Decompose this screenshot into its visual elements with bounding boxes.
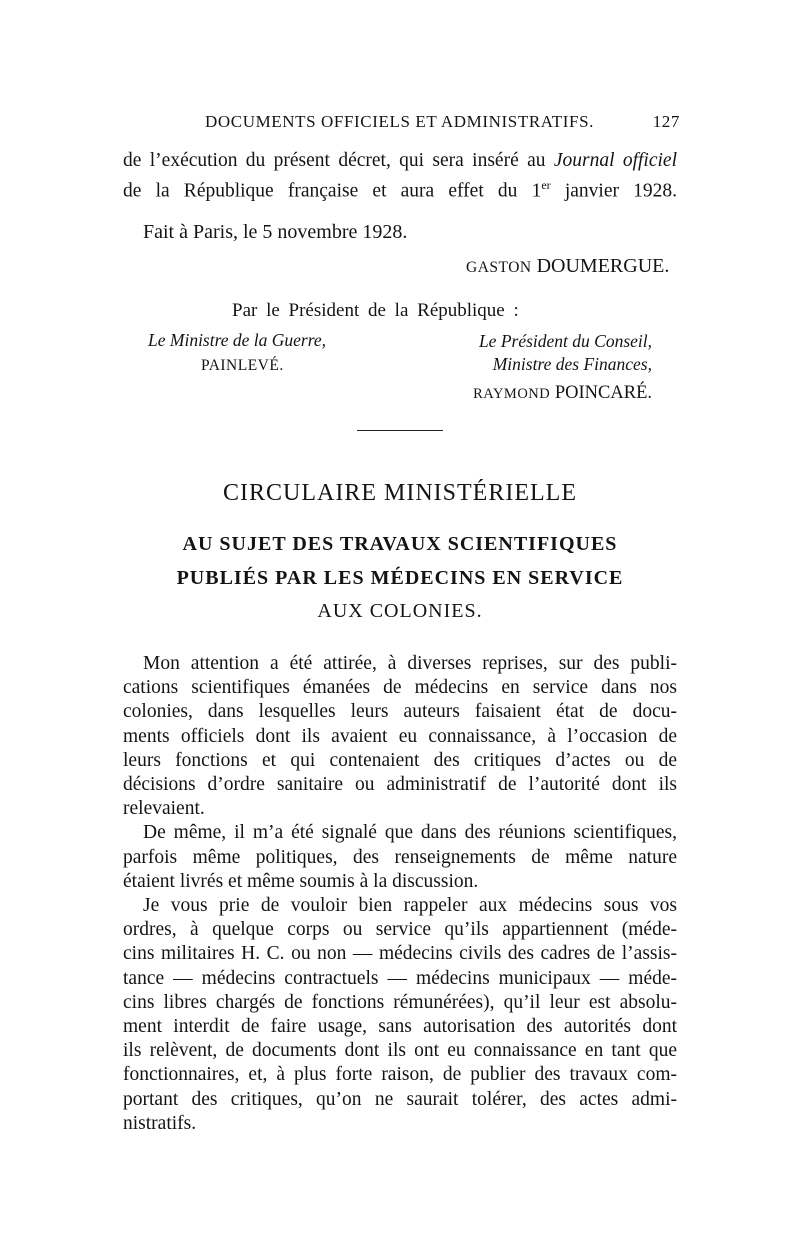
text-line: ordres, à quelque corps ou service qu’ils appartiennent (méde- [123, 919, 677, 941]
council-title: Le Président du Conseil, [478, 331, 652, 351]
body-paragraph [123, 894, 677, 1136]
text-line: tance — médecins contractuels — médecins municipaux — méde- [123, 967, 677, 989]
text-line: leurs fonctions et qui contenaient des critiques d’actes ou de [123, 749, 677, 771]
text-line: De même, il m’a été signalé que dans des réunions scientifiques, [143, 822, 677, 844]
page-number: 127 [652, 112, 680, 131]
circular-body [123, 652, 677, 1136]
circular-title: CIRCULAIRE MINISTÉRIELLE [223, 480, 577, 506]
minister-war-title: Le Ministre de la Guerre, [148, 330, 327, 350]
circular-subtitle-1: AU SUJET DES TRAVAUX SCIENTIFIQUES [182, 533, 618, 555]
text-line: colonies, dans lesquelles leurs auteurs faisaient état de docu- [123, 701, 677, 723]
journal-officiel-italic: Journal officiel [553, 150, 677, 171]
minister-war-signature [148, 330, 326, 375]
running-head [205, 112, 680, 134]
text-line: cins libres chargés de fonctions rémunérées), qu’il leur est absolu- [123, 991, 677, 1013]
text-line-last: étaient livrés et même soumis à la discussion. [123, 870, 479, 892]
par-le-president-line: Par le Président de la République : [232, 300, 519, 321]
minister-war-name: PAINLEVÉ. [201, 357, 284, 374]
text-line: cations scientifiques émanées de médecins en service dans nos [123, 677, 677, 699]
council-president-signature [458, 330, 652, 406]
body-paragraph [123, 821, 677, 894]
date-line: Fait à Paris, le 5 novembre 1928. [143, 221, 408, 243]
circular-subtitle-2: PUBLIÉS PAR LES MÉDECINS EN SERVICE [176, 567, 624, 589]
body-paragraph [123, 652, 677, 821]
text-line: de l’exécution du présent décret, qui sera inséré au Journal officiel [123, 150, 677, 171]
finance-title: Ministre des Finances, [492, 354, 652, 374]
text-line: ment interdit de faire usage, sans autorisation des autorités dont [123, 1016, 677, 1038]
text-line: Je vous prie de vouloir bien rappeler aux médecins sous vos [143, 895, 677, 917]
running-title: DOCUMENTS OFFICIELS ET ADMINISTRATIFS. [205, 112, 594, 131]
text-line: ments officiels dont ils avaient eu connaissance, à l’occasion de [123, 725, 677, 747]
text-line: parfois même politiques, des renseignements de même nature [123, 846, 677, 868]
text-line: portant des critiques, qu’on ne saurait tolérer, des actes admi- [123, 1088, 677, 1110]
council-president-name: RAYMOND POINCARÉ. [473, 383, 652, 403]
text-line: cins militaires H. C. ou non — médecins civils des cadres de l’assis- [123, 943, 677, 965]
text-line: de la République française et aura effet du 1er janvier 1928. [123, 178, 678, 202]
text-line: ils relèvent, de documents dont ils ont eu connaissance en tant que [123, 1040, 677, 1062]
decree-closing-paragraph [123, 149, 677, 204]
text-line: fonctionnaires, et, à plus forte raison, de publier des travaux com- [123, 1064, 677, 1086]
text-line-last: nistratifs. [123, 1112, 197, 1134]
section-divider [357, 430, 443, 431]
text-line: Mon attention a été attirée, à diverses reprises, sur des publi- [143, 653, 677, 674]
circular-subtitle-3: AUX COLONIES. [317, 600, 483, 622]
text-line: décisions d’ordre sanitaire ou administratif de l’autorité dont ils [123, 774, 677, 796]
president-signature: GASTON DOUMERGUE. [466, 255, 670, 277]
text-line-last: relevaient. [123, 798, 205, 820]
superscript-er: er [541, 178, 551, 192]
